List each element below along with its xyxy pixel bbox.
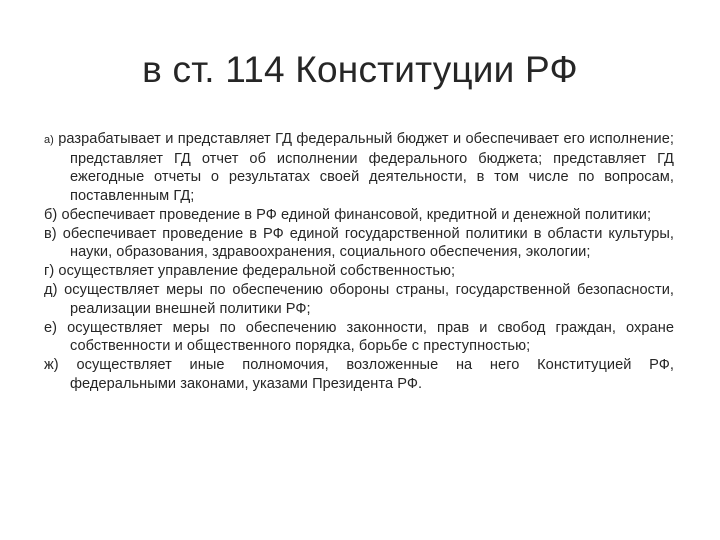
list-item-d (44, 281, 674, 318)
list-item-text: обеспечивает проведение в РФ единой государственной политики в области культуры, науки, образования, здравоохранения, социального обеспечения, экологии; (62, 225, 675, 261)
list-marker: д) (44, 282, 58, 299)
list-item-text: обеспечивает проведение в РФ единой финансовой, кредитной и денежной политики; (61, 206, 652, 223)
list-item-text: осуществляет управление федеральной собственностью; (58, 263, 456, 280)
list-item-text: осуществляет иные полномочия, возложенные на него Конституцией РФ, федеральными законами, указами Президента РФ. (70, 357, 674, 393)
list-item-b (44, 206, 674, 225)
list-item-zh (44, 356, 674, 393)
list-marker: б) (44, 206, 58, 223)
list-marker: г) (44, 263, 55, 280)
list-marker: а) (44, 134, 54, 146)
powers-list (44, 130, 674, 394)
list-item-a (44, 130, 674, 205)
list-item-v (44, 225, 674, 262)
list-item-e (44, 319, 674, 356)
slide-title: в ст. 114 Конституции РФ (142, 49, 578, 90)
list-item-text: осуществляет меры по обеспечению законности, прав и свобод граждан, охране собственности и общественного порядка, борьбе с преступностью; (67, 319, 674, 355)
list-marker: е) (44, 319, 58, 336)
list-marker: ж) (44, 357, 59, 374)
list-item-text: разрабатывает и представляет ГД федеральный бюджет и обеспечивает его исполнение; представляет ГД отчет об исполнении федерального бюджета; представляет ГД ежегодные отчеты о результатах своей деятельности, в том числе по вопросам, поставленным ГД; (58, 131, 674, 204)
list-item-text: осуществляет меры по обеспечению обороны страны, государственной безопасности, реализации внешней политики РФ; (64, 282, 674, 317)
list-marker: в) (44, 225, 57, 242)
list-item-g (44, 262, 674, 281)
